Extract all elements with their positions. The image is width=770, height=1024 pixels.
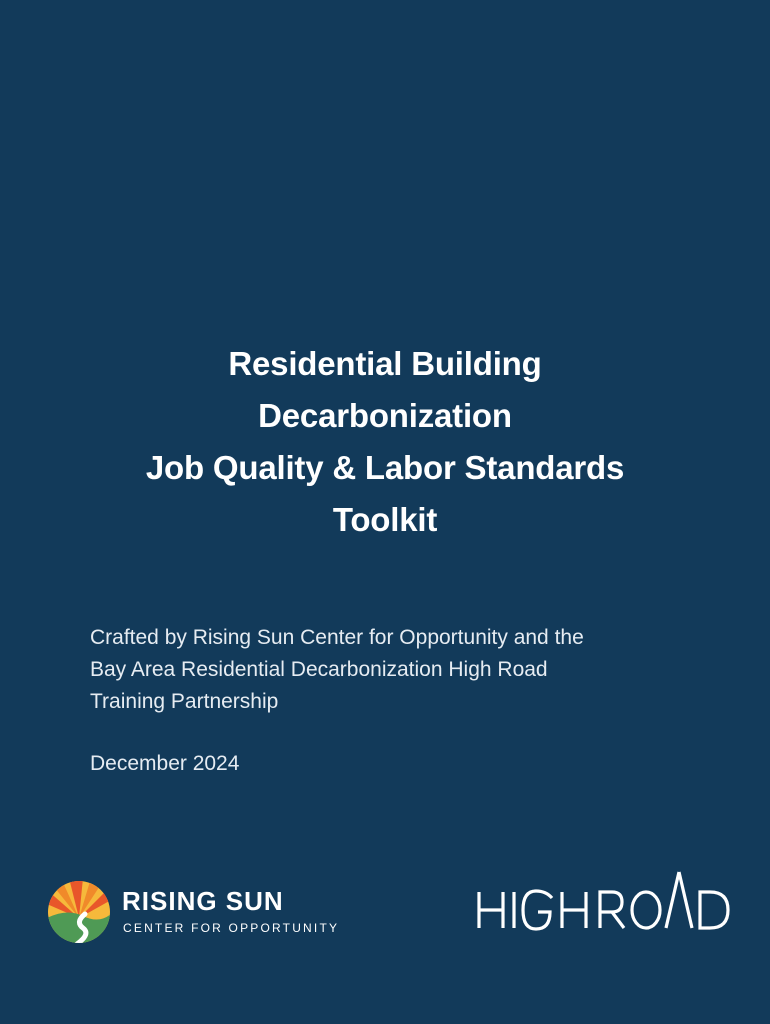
rising-sun-name: RISING SUN [122,886,284,916]
authors-subtitle [90,622,690,718]
rising-sun-logo [47,878,347,946]
rising-sun-tagline: CENTER FOR OPPORTUNITY [123,921,340,935]
high-road-wordmark [476,868,732,934]
title-line-2: Decarbonization [258,397,512,434]
subtitle-line-3: Training Partnership [90,690,279,713]
subtitle-line-1: Crafted by Rising Sun Center for Opportunity and the [90,626,584,649]
subtitle-line-2: Bay Area Residential Decarbonization High Road [90,658,548,681]
document-title [0,338,770,546]
title-line-3: Job Quality & Labor Standards [145,449,625,486]
title-line-4: Toolkit [332,501,438,538]
rising-sun-icon [47,878,111,946]
high-road-logo [476,868,732,934]
title-line-1: Residential Building [228,345,542,382]
publication-date: December 2024 [90,752,240,775]
